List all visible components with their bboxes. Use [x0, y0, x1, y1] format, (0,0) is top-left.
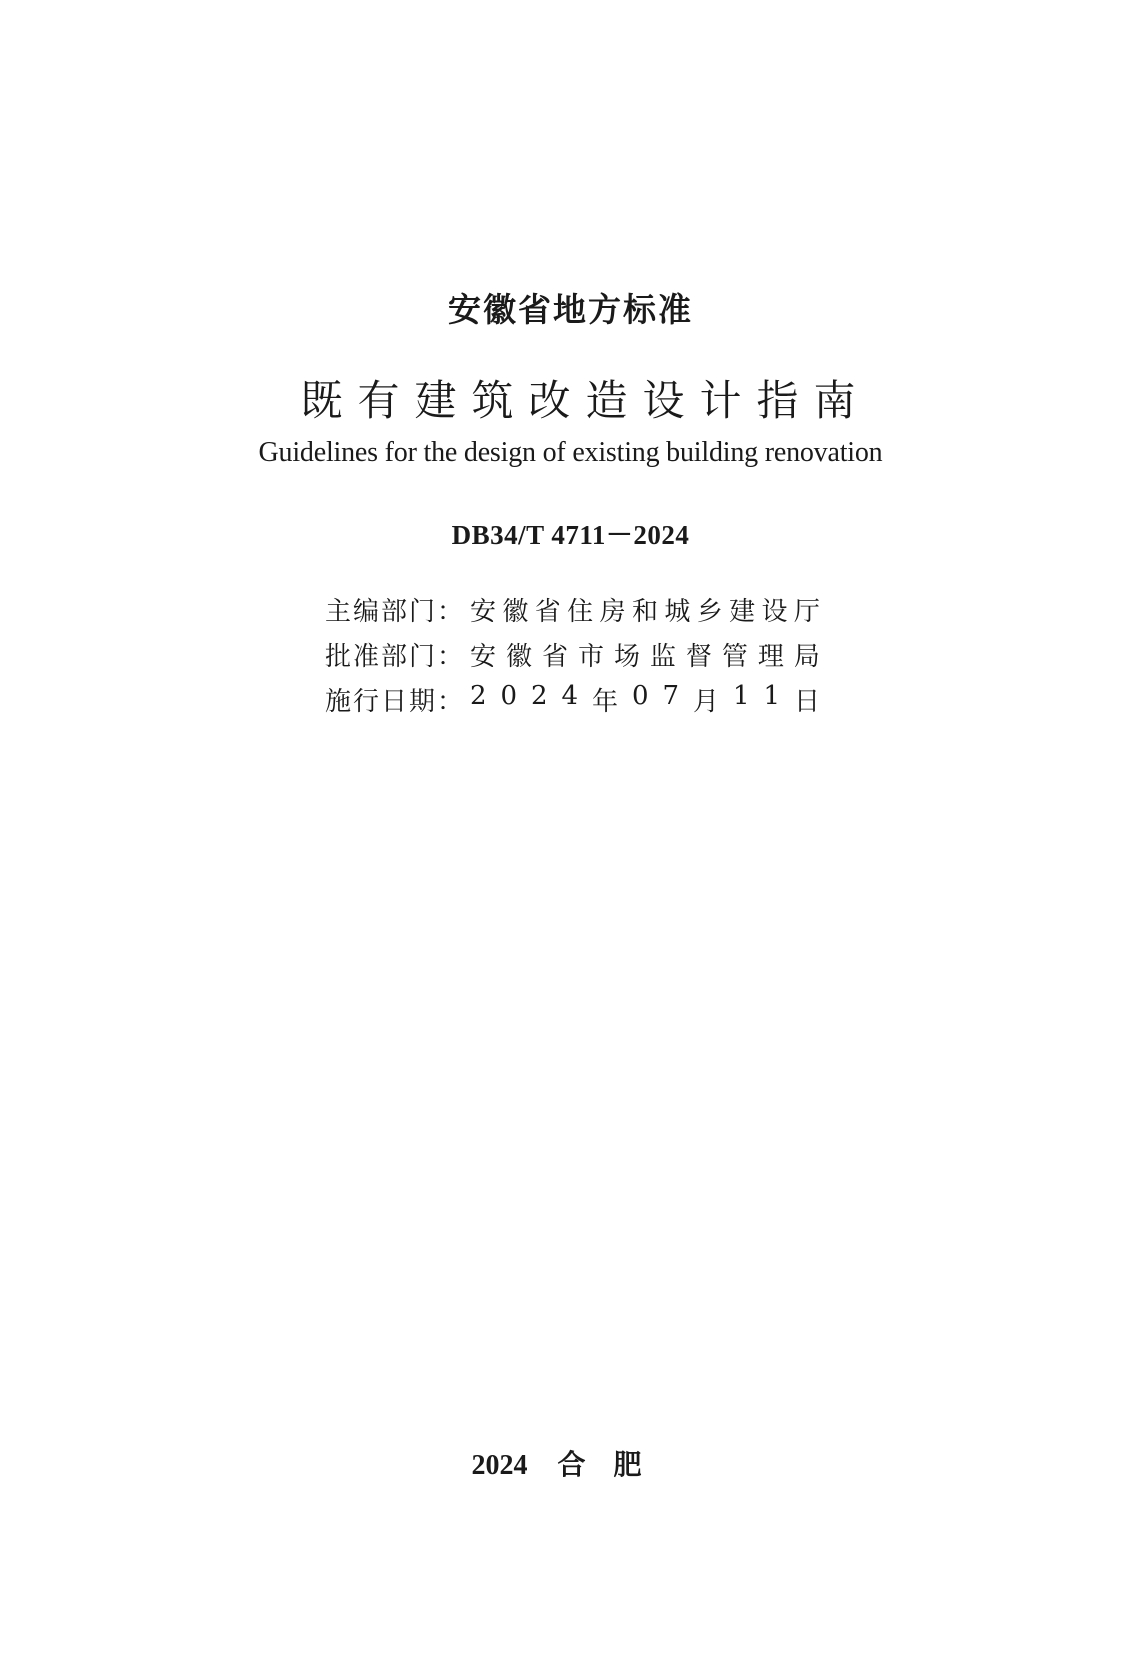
info-label: 批准部门：	[325, 642, 466, 672]
info-value: 2 0 2 4 年 0 7 月 1 1 日	[470, 681, 820, 717]
info-row-editor	[325, 587, 820, 632]
document-title-cn: 既有建筑改造设计指南	[300, 376, 871, 425]
document-title-en: Guidelines for the design of existing building renovation	[258, 437, 883, 468]
issuing-info	[325, 587, 820, 722]
standard-number: DB34/T 4711－2024	[451, 520, 690, 550]
info-row-effective-date	[325, 677, 820, 722]
info-label: 施行日期：	[325, 687, 466, 717]
info-value: 安 徽 省 市 场 监 督 管 理 局	[470, 642, 820, 672]
info-row-approver	[325, 632, 820, 677]
publication-year: 2024	[471, 1450, 528, 1481]
publication-footer	[0, 1443, 1141, 1483]
publication-city: 合肥	[557, 1448, 670, 1481]
info-label: 主编部门：	[325, 597, 466, 627]
info-value: 安 徽 省 住 房 和 城 乡 建 设 厅	[470, 597, 820, 627]
local-standard-heading: 安徽省地方标准	[448, 290, 693, 329]
